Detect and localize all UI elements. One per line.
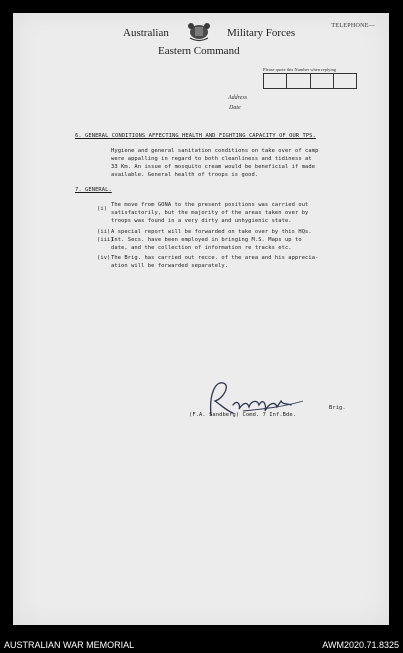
quote-number-note: Please quote this Number when replying [263, 67, 337, 72]
letterhead-australian: Australian [123, 27, 169, 39]
item-iv-number: (iv) [97, 255, 111, 261]
document-page [13, 13, 389, 625]
signature-name-line: (F.A. Sandberg) Comd. 7 Inf.Bde. [189, 412, 297, 418]
section-6-line-1: Hygiene and general sanitation conditions on take over of camp [111, 148, 319, 154]
item-i-number: (i) [97, 206, 108, 212]
section-6-heading: 6. GENERAL CONDITIONS AFFECTING HEALTH AND FIGHTING CAPACITY OF OUR TPS. [75, 133, 316, 139]
item-iv-line-1: The Brig. has carried out recce. of the area and his apprecia- [111, 255, 319, 261]
item-i-line-1: The move from GONA to the present positions was carried out [111, 202, 309, 208]
section-7-heading: 7. GENERAL. [75, 187, 112, 193]
item-iii-number: (iii) [97, 237, 114, 243]
address-label: Address [228, 95, 248, 101]
date-label: Date [229, 105, 241, 111]
coat-of-arms-icon [186, 20, 212, 42]
section-6-line-3: 33 Km. An issue of mosquito cream would be beneficial if made [111, 164, 316, 170]
item-ii-number: (ii) [97, 229, 111, 235]
footer-accession-number: AWM2020.71.8325 [322, 640, 399, 650]
item-iii-line-1: Int. Secs. have been employed in bringing M.S. Maps up to [111, 237, 302, 243]
item-i-line-3: troops was found in a very dirty and unhygienic state. [111, 218, 292, 224]
footer-institution: AUSTRALIAN WAR MEMORIAL [4, 640, 135, 650]
section-6-line-4: available. General health of troops is good. [111, 172, 259, 178]
signature-rank: Brig. [329, 405, 346, 411]
reference-number-boxes [263, 73, 357, 89]
item-i-line-2: satisfactorily, but the majority of the areas taken over by [111, 210, 309, 216]
item-iii-line-2: date, and the collection of information re tracks etc. [111, 245, 292, 251]
item-iv-line-2: ation will be forwarded separately. [111, 263, 229, 269]
section-6-line-2: were appalling in regard to both cleanliness and tidiness at [111, 156, 312, 162]
letterhead-military-forces: Military Forces [227, 27, 296, 39]
telephone-label: TELEPHONE— [331, 23, 375, 29]
letterhead-eastern-command: Eastern Command [158, 45, 240, 57]
item-ii-line-1: A special report will be forwarded on take over by this HQs. [111, 229, 312, 235]
